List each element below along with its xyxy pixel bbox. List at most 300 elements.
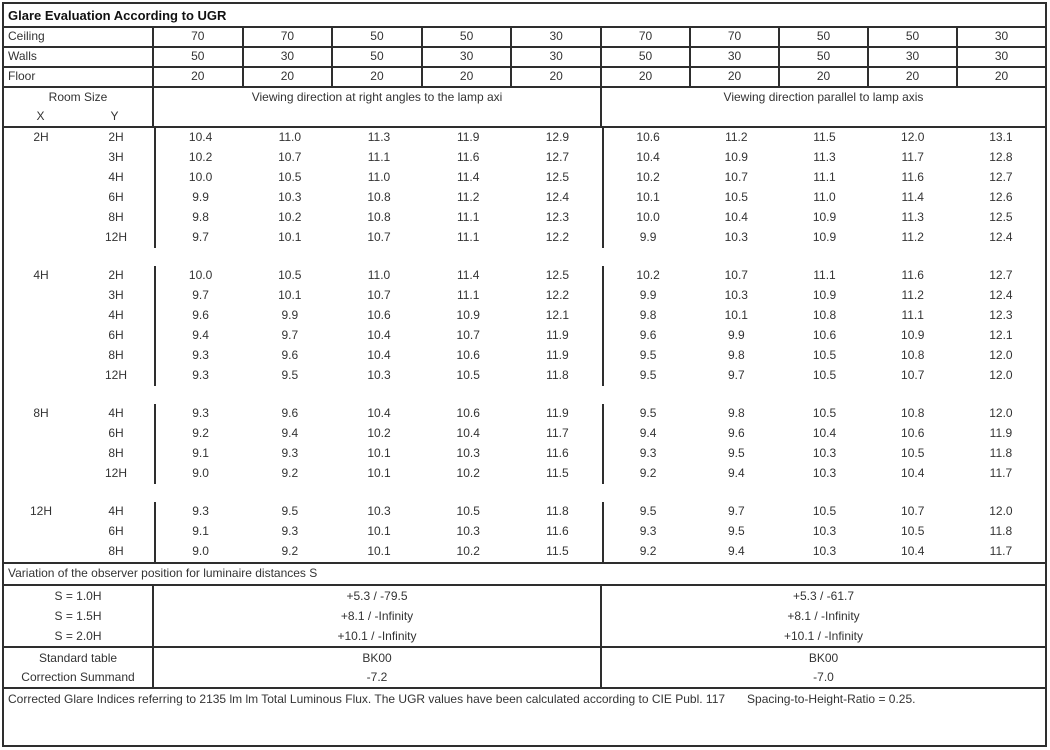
room-size-cell (4, 266, 156, 286)
surface-row (4, 68, 1045, 88)
surface-values-right (602, 48, 1045, 66)
ugr-values-left (156, 444, 604, 464)
ugr-value: 11.0 (813, 190, 836, 204)
ugr-value: 11.1 (456, 230, 480, 244)
ugr-value: 9.6 (639, 328, 657, 342)
ugr-value: 10.3 (456, 446, 480, 460)
ugr-value: 11.0 (367, 170, 391, 184)
ugr-value: 10.2 (456, 466, 480, 480)
ugr-value: 10.9 (812, 288, 837, 302)
ugr-value: 9.3 (192, 348, 209, 362)
ugr-value: 11.5 (813, 130, 836, 144)
ugr-values-left (156, 188, 604, 208)
ugr-value: 10.3 (278, 190, 302, 204)
ugr-values-right (604, 228, 1045, 248)
ugr-value: 11.5 (546, 466, 569, 480)
block-gap (4, 386, 1045, 404)
ugr-value: 11.9 (456, 130, 480, 144)
ugr-value: 10.7 (724, 170, 748, 184)
ugr-value: 10.4 (367, 348, 391, 362)
summary-value-left: BK00 (154, 648, 602, 668)
ugr-values-left (156, 346, 604, 366)
ugr-value: 10.8 (812, 308, 837, 322)
surface-value: 20 (956, 68, 1045, 86)
ugr-value: 10.1 (278, 230, 302, 244)
ugr-values-left (156, 228, 604, 248)
ugr-value: 10.9 (456, 308, 480, 322)
ugr-value: 10.7 (456, 328, 480, 342)
ugr-value: 10.2 (188, 150, 213, 164)
ugr-value: 9.9 (281, 308, 299, 322)
ugr-values-left (156, 128, 604, 148)
ugr-value: 9.0 (192, 544, 209, 558)
y-header-label: Y (110, 109, 119, 123)
ugr-value: 10.4 (901, 466, 925, 480)
room-y-value: 4H (108, 170, 124, 184)
surface-value: 50 (331, 48, 421, 66)
room-size-cell (4, 444, 156, 464)
ugr-value: 9.5 (727, 524, 745, 538)
ugr-value: 12.5 (989, 210, 1013, 224)
ugr-value: 10.7 (901, 504, 925, 518)
ugr-values-right (604, 404, 1045, 424)
ugr-value: 9.2 (192, 426, 209, 440)
ugr-value: 9.9 (727, 328, 745, 342)
surface-value: 20 (689, 68, 778, 86)
ugr-values-left (156, 542, 604, 562)
ugr-value: 12.4 (989, 230, 1013, 244)
ugr-value: 10.9 (901, 328, 925, 342)
ugr-value: 10.1 (367, 466, 391, 480)
ugr-value: 10.2 (636, 170, 660, 184)
block-gap (4, 484, 1045, 502)
ugr-value: 9.4 (639, 426, 657, 440)
x-header-label: X (36, 109, 45, 123)
ugr-table-row (4, 522, 1045, 542)
block-gap (4, 248, 1045, 266)
ugr-values-left (156, 366, 604, 386)
room-x-value (4, 522, 78, 542)
ugr-value: 10.4 (636, 150, 660, 164)
ugr-value: 10.4 (812, 426, 837, 440)
room-y-value: 3H (108, 150, 124, 164)
room-x-value: 8H (33, 406, 49, 420)
ugr-value: 10.3 (812, 446, 837, 460)
ugr-values-right (604, 168, 1045, 188)
ugr-value: 9.4 (281, 426, 299, 440)
room-y-value: 8H (108, 446, 124, 460)
ugr-value: 9.5 (727, 446, 745, 460)
variation-section (4, 586, 1045, 648)
surface-value: 70 (689, 28, 778, 46)
ugr-value: 11.7 (546, 426, 569, 440)
ugr-values-right (604, 542, 1045, 562)
ugr-value: 10.8 (901, 406, 925, 420)
room-y-value: 12H (104, 230, 127, 244)
ugr-value: 10.9 (724, 150, 748, 164)
ugr-table-row (4, 128, 1045, 148)
ugr-value: 9.6 (281, 406, 299, 420)
ugr-values-left (156, 286, 604, 306)
surface-reflectance-rows (4, 28, 1045, 88)
ugr-value: 12.0 (989, 406, 1013, 420)
ugr-table (2, 2, 1047, 747)
surface-value: 30 (510, 48, 600, 66)
ugr-value: 10.3 (724, 288, 748, 302)
room-y-value: 6H (108, 524, 124, 538)
ugr-value: 10.5 (901, 524, 925, 538)
ugr-value: 12.4 (989, 288, 1013, 302)
ugr-value: 10.5 (456, 504, 480, 518)
ugr-value: 11.1 (813, 268, 836, 282)
ugr-table-row (4, 266, 1045, 286)
ugr-value: 10.3 (812, 544, 837, 558)
ugr-values-right (604, 444, 1045, 464)
ugr-value: 10.1 (636, 190, 660, 204)
ugr-values-left (156, 168, 604, 188)
surface-row (4, 48, 1045, 68)
ugr-values-left (156, 266, 604, 286)
ugr-value: 10.3 (812, 524, 837, 538)
ugr-value: 9.3 (192, 504, 209, 518)
summary-label: Standard table (4, 648, 154, 668)
ugr-value: 11.9 (546, 328, 569, 342)
ugr-values-left (156, 424, 604, 444)
ugr-value: 11.0 (278, 130, 302, 144)
ugr-value: 10.7 (901, 368, 925, 382)
surface-value: 30 (689, 48, 778, 66)
ugr-value: 11.2 (456, 190, 480, 204)
ugr-value: 10.4 (456, 426, 480, 440)
ugr-value: 9.0 (192, 466, 209, 480)
ugr-value: 10.3 (367, 368, 391, 382)
ugr-values-left (156, 404, 604, 424)
ugr-value: 12.1 (545, 308, 570, 322)
ugr-value: 9.5 (639, 348, 657, 362)
ugr-value: 10.5 (812, 368, 837, 382)
ugr-values-right (604, 522, 1045, 542)
ugr-value: 12.6 (989, 190, 1013, 204)
variation-label: S = 1.0H (4, 586, 154, 606)
ugr-value: 12.5 (545, 268, 570, 282)
summary-value-left: -7.2 (154, 668, 602, 688)
variation-value-right: +5.3 / -61.7 (792, 589, 855, 603)
ugr-value: 9.3 (192, 368, 209, 382)
ugr-value: 11.1 (901, 308, 924, 322)
ugr-table-row (4, 542, 1045, 562)
room-x-value (4, 208, 78, 228)
ugr-value: 10.3 (367, 504, 391, 518)
ugr-values-right (604, 208, 1045, 228)
surface-value: 30 (956, 48, 1045, 66)
ugr-value: 10.6 (636, 130, 660, 144)
variation-row (4, 606, 1045, 626)
ugr-value: 10.2 (456, 544, 480, 558)
room-size-cell (4, 424, 156, 444)
ugr-value: 9.7 (192, 230, 209, 244)
surface-value: 50 (867, 28, 956, 46)
ugr-values-right (604, 424, 1045, 444)
surface-value: 20 (191, 69, 205, 83)
room-y-value: 8H (108, 210, 124, 224)
ugr-values-left (156, 306, 604, 326)
ugr-value: 10.9 (812, 210, 837, 224)
summary-value-right: -7.0 (813, 670, 834, 685)
summary-label: Correction Summand (4, 668, 154, 688)
ugr-value: 9.9 (639, 288, 657, 302)
ugr-value: 10.0 (636, 210, 660, 224)
surface-value: 20 (510, 68, 600, 86)
room-size-cell (4, 542, 156, 562)
ugr-value: 10.3 (724, 230, 748, 244)
room-size-cell (4, 208, 156, 228)
room-size-header (4, 88, 154, 126)
ugr-value: 10.1 (367, 524, 391, 538)
ugr-value: 11.9 (546, 348, 569, 362)
ugr-value: 10.4 (188, 130, 213, 144)
room-size-cell (4, 168, 156, 188)
ugr-table-row (4, 366, 1045, 386)
ugr-value: 10.7 (724, 268, 748, 282)
xy-header (4, 107, 152, 125)
surface-value: 20 (638, 69, 653, 83)
column-header-row (4, 88, 1045, 128)
ugr-table-row (4, 286, 1045, 306)
ugr-value: 9.6 (192, 308, 209, 322)
ugr-values-left (156, 502, 604, 522)
ugr-value: 11.2 (901, 288, 924, 302)
surface-row (4, 28, 1045, 48)
variation-row (4, 586, 1045, 606)
ugr-value: 12.7 (545, 150, 570, 164)
ugr-value: 9.5 (639, 504, 657, 518)
surface-value: 30 (867, 48, 956, 66)
ugr-value: 10.5 (812, 504, 837, 518)
room-size-cell (4, 148, 156, 168)
ugr-values-right (604, 188, 1045, 208)
ugr-value: 9.5 (639, 368, 657, 382)
ugr-value: 10.4 (901, 544, 925, 558)
ugr-value: 11.6 (456, 150, 480, 164)
ugr-value: 10.6 (367, 308, 391, 322)
ugr-value: 11.3 (813, 150, 836, 164)
surface-value: 30 (956, 28, 1045, 46)
variation-row (4, 626, 1045, 646)
ugr-value: 10.6 (901, 426, 925, 440)
ugr-value: 10.5 (812, 348, 837, 362)
room-x-value (4, 168, 78, 188)
surface-value: 70 (638, 29, 653, 43)
room-y-value: 6H (108, 328, 124, 342)
room-y-value: 8H (108, 348, 124, 362)
surface-value: 30 (242, 48, 332, 66)
ugr-value: 9.7 (727, 504, 745, 518)
ugr-table-row (4, 346, 1045, 366)
surface-value: 50 (778, 48, 867, 66)
variation-value-right: +8.1 / -Infinity (787, 609, 860, 623)
ugr-value: 11.3 (367, 130, 391, 144)
surface-value: 20 (867, 68, 956, 86)
ugr-value: 12.7 (989, 170, 1013, 184)
ugr-values-right (604, 148, 1045, 168)
summary-row (4, 668, 1045, 688)
room-x-value: 2H (33, 130, 49, 144)
variation-value-left: +8.1 / -Infinity (154, 606, 602, 626)
ugr-value: 11.2 (901, 230, 924, 244)
ugr-value: 12.0 (989, 348, 1013, 362)
ugr-value: 11.4 (901, 190, 924, 204)
room-x-value (4, 306, 78, 326)
surface-value: 30 (510, 28, 600, 46)
ugr-value: 10.5 (278, 170, 302, 184)
ugr-values-left (156, 208, 604, 228)
room-y-value: 12H (104, 466, 127, 480)
room-x-value (4, 542, 78, 562)
ugr-value: 10.5 (901, 446, 925, 460)
ugr-value: 9.8 (639, 308, 657, 322)
ugr-value: 11.9 (989, 426, 1013, 440)
ugr-table-row (4, 404, 1045, 424)
ugr-value: 10.1 (724, 308, 748, 322)
ugr-value: 11.7 (989, 466, 1013, 480)
room-size-cell (4, 228, 156, 248)
ugr-value: 10.5 (278, 268, 302, 282)
ugr-value: 10.4 (724, 210, 748, 224)
ugr-value: 10.2 (367, 426, 391, 440)
ugr-value: 12.1 (989, 328, 1013, 342)
variation-title-row: Variation of the observer position for luminaire distances S (4, 564, 1045, 586)
ugr-table-row (4, 228, 1045, 248)
ugr-value: 9.3 (281, 524, 299, 538)
ugr-value: 11.6 (546, 524, 569, 538)
ugr-table-row (4, 148, 1045, 168)
ugr-value: 13.1 (989, 130, 1013, 144)
ugr-value: 11.1 (367, 150, 391, 164)
ugr-value: 12.7 (989, 268, 1013, 282)
surface-value: 70 (191, 29, 205, 43)
ugr-value: 11.8 (546, 368, 569, 382)
ugr-value: 12.5 (545, 170, 570, 184)
ugr-value: 9.2 (281, 466, 299, 480)
room-size-cell (4, 366, 156, 386)
room-x-value (4, 286, 78, 306)
ugr-value: 9.2 (281, 544, 299, 558)
ugr-table-row (4, 326, 1045, 346)
surface-values-left (154, 28, 602, 46)
ugr-value: 12.4 (545, 190, 570, 204)
ugr-values-right (604, 326, 1045, 346)
ugr-value: 10.8 (901, 348, 925, 362)
ugr-value: 9.7 (281, 328, 299, 342)
ugr-value: 9.3 (639, 446, 657, 460)
summary-section (4, 648, 1045, 689)
room-size-cell (4, 306, 156, 326)
ugr-values-left (156, 522, 604, 542)
room-x-value (4, 326, 78, 346)
ugr-value: 11.8 (989, 524, 1013, 538)
surface-value: 20 (778, 68, 867, 86)
ugr-value: 10.2 (636, 268, 660, 282)
room-x-value (4, 346, 78, 366)
ugr-values-left (156, 464, 604, 484)
title-row (4, 4, 1045, 28)
ugr-value: 10.8 (367, 210, 391, 224)
ugr-value: 9.2 (639, 544, 657, 558)
ugr-value: 11.3 (901, 210, 924, 224)
ugr-table-row (4, 444, 1045, 464)
room-x-value (4, 188, 78, 208)
room-size-cell (4, 188, 156, 208)
ugr-table-row (4, 208, 1045, 228)
ugr-value: 11.7 (901, 150, 924, 164)
page-title: Glare Evaluation According to UGR (8, 7, 227, 23)
room-size-cell (4, 404, 156, 424)
ugr-value: 10.3 (812, 466, 837, 480)
ugr-value: 12.2 (545, 230, 570, 244)
ugr-value: 10.6 (456, 406, 480, 420)
ugr-values-right (604, 366, 1045, 386)
ugr-value: 10.5 (724, 190, 748, 204)
ugr-value: 9.4 (727, 466, 745, 480)
room-y-value: 3H (108, 288, 124, 302)
ugr-value: 10.5 (812, 406, 837, 420)
ugr-value: 11.8 (989, 446, 1013, 460)
ugr-value: 11.6 (546, 446, 569, 460)
variation-value-right: +10.1 / -Infinity (783, 629, 864, 643)
ugr-value: 9.8 (727, 406, 745, 420)
ugr-value: 12.9 (545, 130, 570, 144)
room-size-cell (4, 464, 156, 484)
ugr-value: 12.0 (989, 504, 1013, 518)
ugr-value: 10.7 (367, 288, 391, 302)
surface-label: Walls (4, 48, 154, 66)
room-size-cell (4, 502, 156, 522)
room-y-value: 6H (108, 426, 124, 440)
ugr-values-right (604, 306, 1045, 326)
surface-label: Ceiling (4, 28, 154, 46)
ugr-values-right (604, 346, 1045, 366)
room-size-cell (4, 286, 156, 306)
ugr-values-right (604, 464, 1045, 484)
ugr-value: 12.3 (989, 308, 1013, 322)
ugr-values-right (604, 286, 1045, 306)
room-size-label: Room Size (48, 90, 108, 104)
ugr-value: 10.6 (456, 348, 480, 362)
surface-value: 50 (331, 28, 421, 46)
variation-value-left: +5.3 / -79.5 (154, 586, 602, 606)
ugr-table-row (4, 168, 1045, 188)
room-size-cell (4, 522, 156, 542)
footer-note: Corrected Glare Indices referring to 2135 lm lm Total Luminous Flux. The UGR values have been calculated according to CIE Publ. 117 (8, 692, 726, 706)
room-size-cell (4, 346, 156, 366)
surface-value: 20 (242, 68, 332, 86)
surface-value: 50 (421, 28, 511, 46)
ugr-value: 9.2 (639, 466, 657, 480)
ugr-value: 10.7 (278, 150, 302, 164)
ugr-value: 9.9 (192, 190, 209, 204)
ugr-table-row (4, 502, 1045, 522)
room-y-value: 2H (108, 268, 124, 282)
ugr-value: 11.1 (813, 170, 836, 184)
room-x-value: 4H (33, 268, 49, 282)
surface-value: 50 (778, 28, 867, 46)
footer-row (4, 689, 1045, 745)
ugr-value: 12.3 (545, 210, 570, 224)
room-y-value: 4H (108, 308, 124, 322)
ugr-value: 11.0 (367, 268, 391, 282)
ugr-value: 11.7 (989, 544, 1013, 558)
surface-label: Floor (4, 68, 154, 86)
